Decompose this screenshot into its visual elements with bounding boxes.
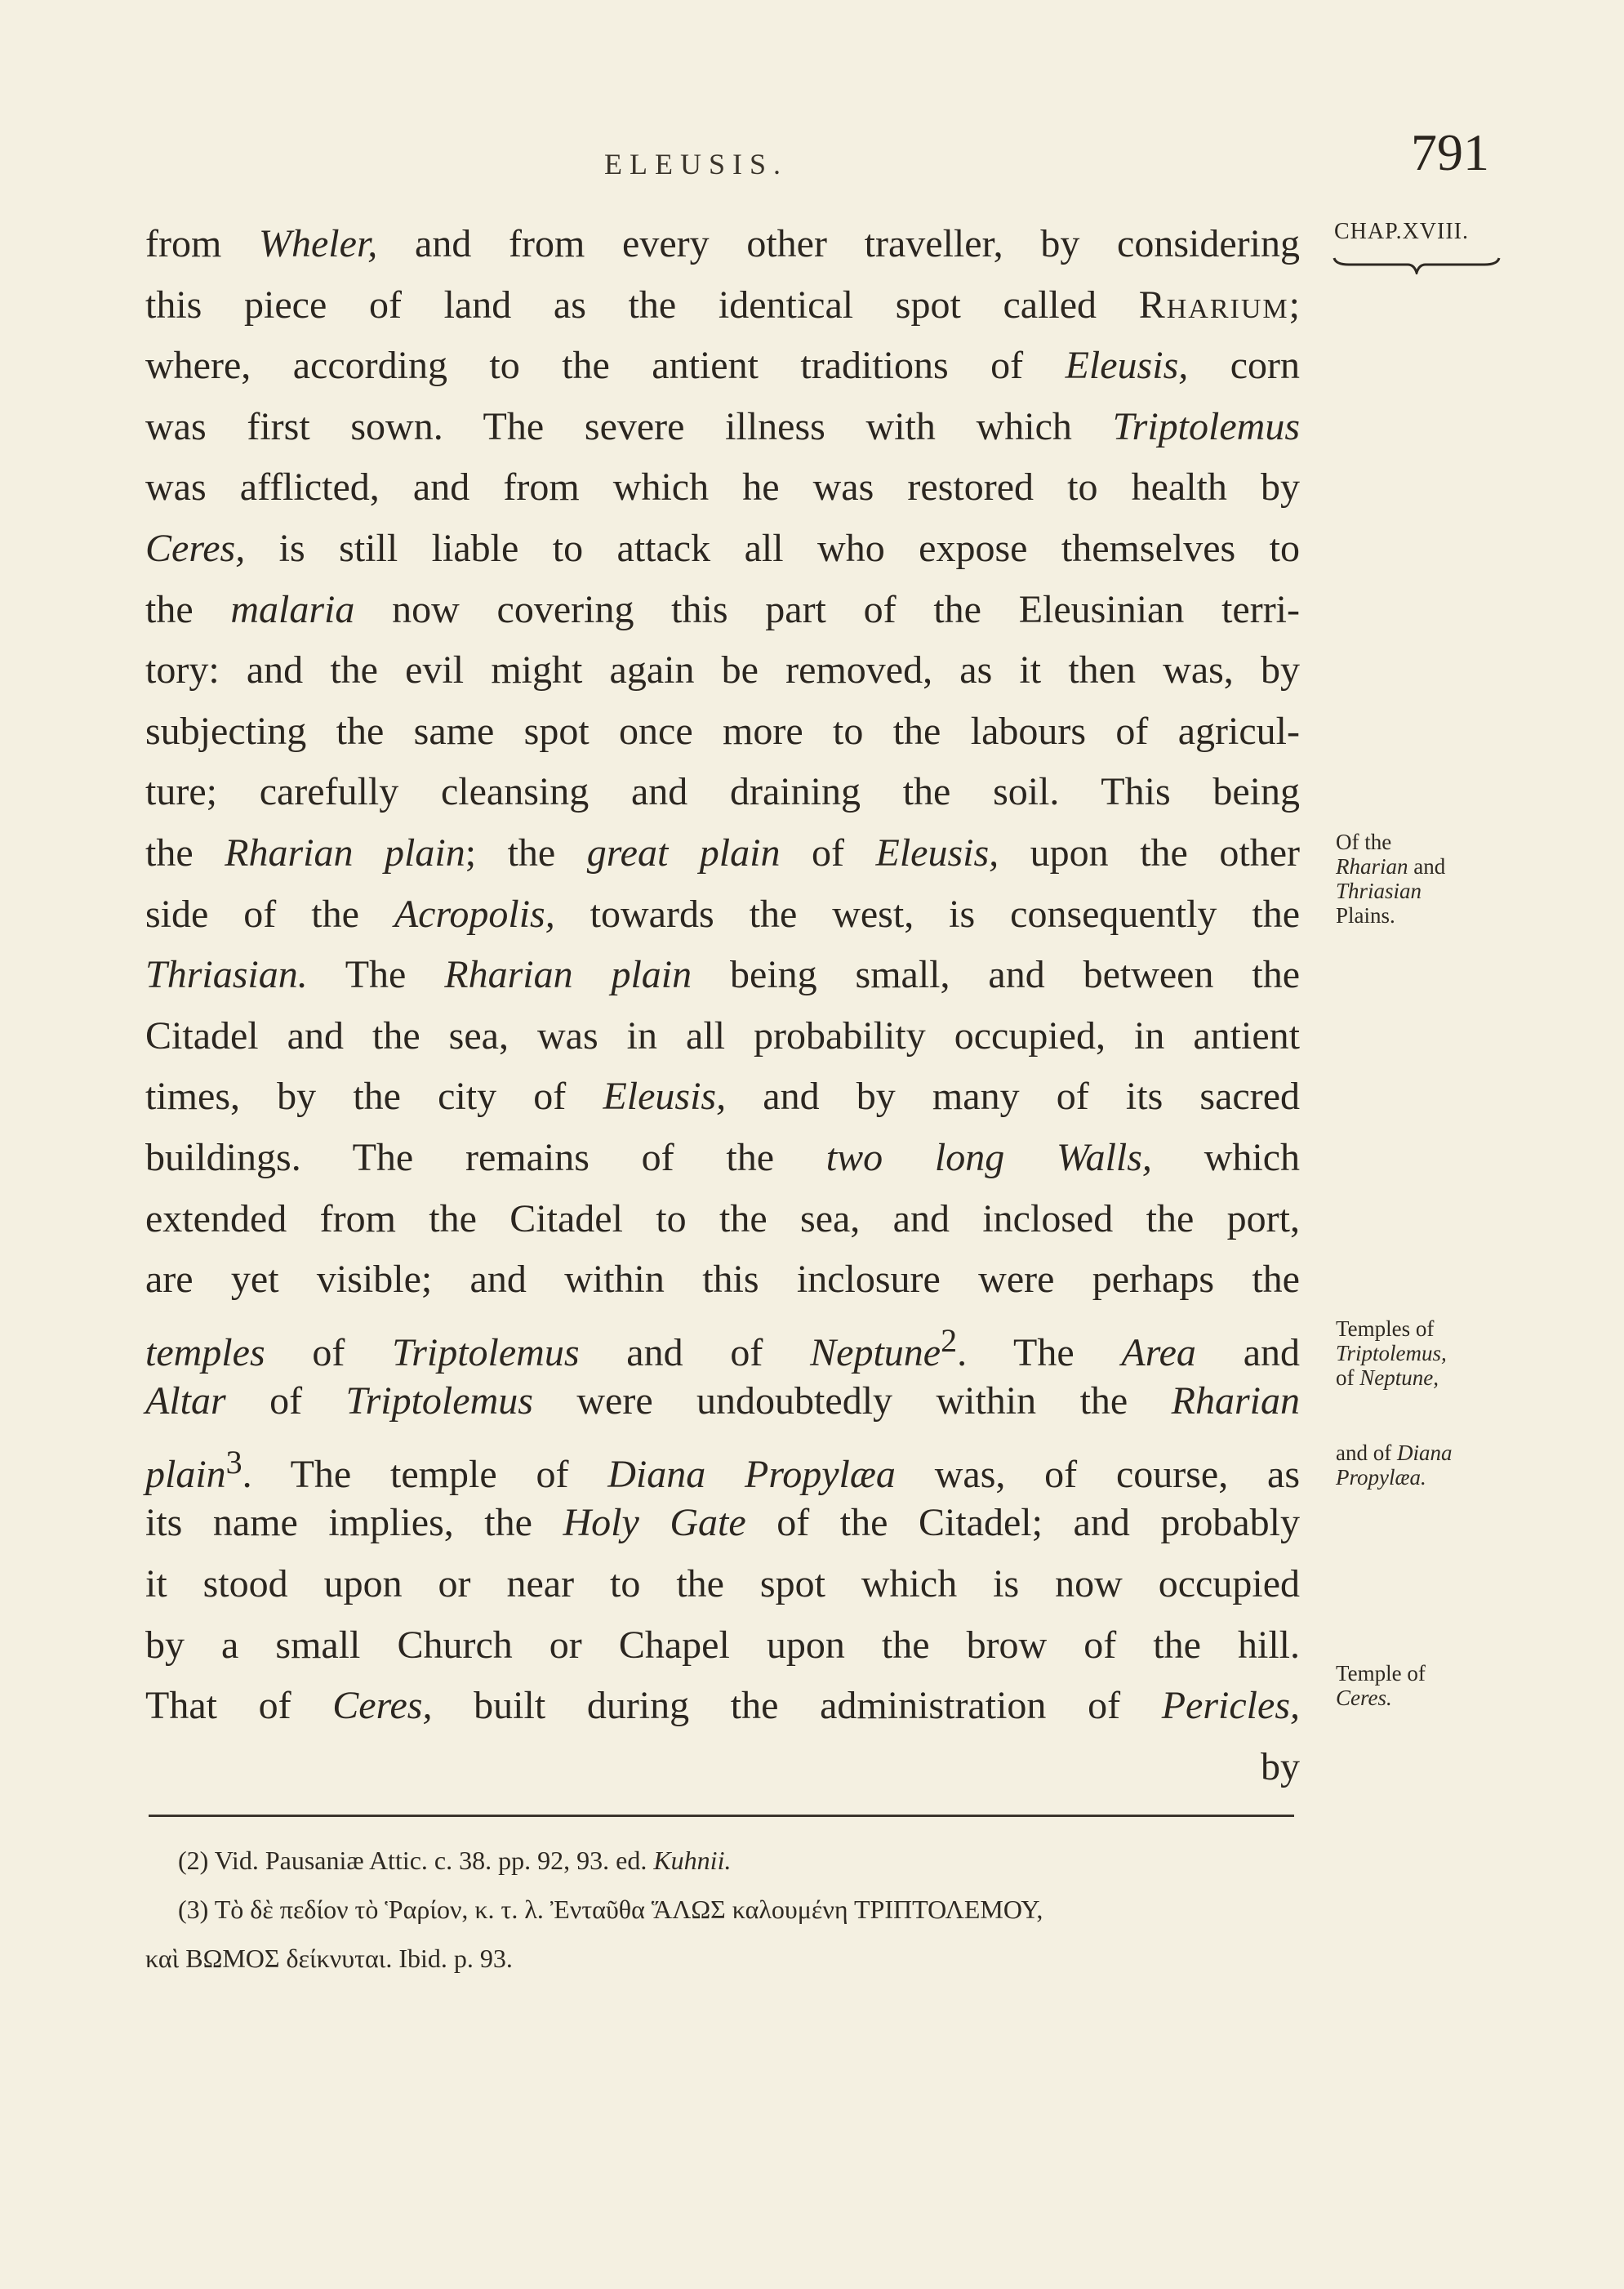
body-text: [145, 214, 1300, 1797]
text-run: built during the administration of: [432, 1684, 1162, 1728]
text-run: Citadel and the sea, was in all probability occupied, in antient: [145, 1013, 1300, 1058]
text-line: [145, 336, 1300, 397]
text-run: were undoubtedly within the: [532, 1379, 1172, 1423]
text-line: [145, 884, 1300, 946]
italic-text: Rharian: [1336, 854, 1408, 879]
line-content: [145, 1067, 1300, 1128]
text-run: are yet visible; and within this inclosure were perhaps the: [145, 1258, 1300, 1302]
line-content: [145, 701, 1300, 763]
text-run: of: [780, 831, 876, 875]
italic-text: Eleusis,: [875, 831, 999, 875]
text-run: of: [1336, 1365, 1360, 1390]
line-content: [145, 1676, 1300, 1737]
text-run: from: [145, 222, 260, 265]
text-run: side of the: [145, 892, 394, 936]
text-line: [145, 1493, 1300, 1554]
text-run: and of: [579, 1330, 811, 1374]
text-run: . The: [957, 1330, 1122, 1374]
text-run: Temple of: [1336, 1661, 1426, 1686]
line-content: [1261, 1737, 1300, 1798]
text-line: [145, 823, 1300, 884]
footnote-ref[interactable]: 2: [941, 1321, 958, 1359]
italic-text: Neptune,: [1359, 1365, 1439, 1390]
line-content: [145, 397, 1300, 458]
italic-text: Rharian plain: [225, 831, 465, 875]
italic-text: Diana: [1396, 1441, 1453, 1465]
text-run: Plains.: [1336, 903, 1395, 928]
line-content: [145, 1189, 1300, 1250]
italic-text: Wheler,: [259, 222, 378, 265]
text-line: [145, 1554, 1300, 1615]
line-content: [145, 640, 1300, 701]
italic-text: Altar: [145, 1379, 226, 1423]
line-content: [145, 1493, 1300, 1554]
text-run: was first sown. The severe illness with which: [145, 404, 1113, 448]
footnote-line: [178, 1885, 1305, 1934]
line-content: [145, 1311, 1300, 1372]
text-run: subjecting the same spot once more to the labours of agricul-: [145, 709, 1300, 753]
italic-text: plain: [145, 1452, 226, 1496]
line-content: [145, 762, 1300, 823]
text-line: [145, 1128, 1300, 1189]
italic-text: great plain: [586, 831, 781, 875]
text-run: towards the west, is consequently the: [554, 892, 1301, 936]
italic-text: Rharian: [1171, 1379, 1300, 1423]
text-run: That of: [145, 1684, 333, 1728]
text-line: [145, 945, 1300, 1006]
margin-note-ceres: [1336, 1661, 1426, 1710]
line-content: [145, 336, 1300, 397]
line-content: [145, 519, 1300, 580]
italic-text: Ceres,: [145, 526, 246, 570]
italic-text: Triptolemus: [1112, 404, 1300, 448]
text-run: and of: [1336, 1441, 1397, 1465]
margin-note-diana: [1336, 1441, 1452, 1490]
text-run: tory: and the evil might again be removed, as it then was, by: [145, 648, 1300, 692]
text-run: and by many of its sacred: [726, 1075, 1300, 1119]
chapter-brace: [1333, 255, 1501, 274]
text-run: the: [145, 831, 225, 875]
italic-text: Ceres.: [1336, 1686, 1392, 1710]
text-run: is still liable to attack all who expose themselves to: [245, 526, 1300, 570]
margin-note-temples: [1336, 1316, 1447, 1390]
text-run: corn: [1188, 344, 1300, 388]
text-run: which: [1151, 1135, 1300, 1179]
text-run: Of the: [1336, 830, 1392, 854]
italic-text: Triptolemus,: [1336, 1341, 1447, 1365]
line-content: [145, 214, 1300, 275]
italic-text: temples: [145, 1330, 265, 1374]
text-run: the: [145, 587, 231, 631]
text-line: [145, 519, 1300, 580]
line-content: [145, 1371, 1300, 1432]
text-line: [145, 580, 1300, 641]
text-run: and: [1195, 1330, 1300, 1374]
italic-text: Propylæa.: [1336, 1465, 1426, 1490]
text-run: ;: [1288, 283, 1300, 327]
line-content: [145, 823, 1300, 884]
text-run: was, of course, as: [895, 1452, 1301, 1496]
italic-text: Ceres,: [332, 1684, 433, 1728]
text-line: [145, 762, 1300, 823]
text-run: upon the other: [999, 831, 1300, 875]
text-run: (3) Τὸ δὲ πεδίον τὸ Ῥαρίον, κ. τ. λ. Ἐνταῦθα ἍΛΩΣ καλουμένη ΤΡΙΠΤΟΛΕΜΟΥ,: [178, 1895, 1043, 1924]
text-run: . The temple of: [242, 1452, 608, 1496]
line-content: [145, 1554, 1300, 1615]
text-run: of: [225, 1379, 346, 1423]
text-run: was afflicted, and from which he was restored to health by: [145, 465, 1300, 510]
italic-text: Thriasian: [1336, 879, 1422, 903]
text-run: it stood upon or near to the spot which is now occupied: [145, 1562, 1300, 1606]
text-run: of the Citadel; and probably: [745, 1501, 1301, 1545]
margin-note-plains: [1336, 830, 1445, 928]
text-run: (2) Vid. Pausaniæ Attic. c. 38. pp. 92, 93. ed.: [178, 1846, 654, 1875]
running-title: ELEUSIS.: [604, 148, 788, 180]
line-content: [145, 1249, 1300, 1311]
text-run: The: [307, 953, 445, 997]
text-line: [145, 701, 1300, 763]
text-line: [145, 1371, 1300, 1432]
text-run: ture; carefully cleansing and draining the soil. This being: [145, 770, 1300, 814]
text-run: ; the: [465, 831, 587, 875]
text-line: [145, 1249, 1300, 1311]
footnotes: [145, 1836, 1305, 1983]
line-content: [145, 580, 1300, 641]
text-run: and from every other traveller, by considering: [377, 222, 1300, 265]
footnote-line: [145, 1934, 1305, 1983]
text-run: times, by the city of: [145, 1075, 603, 1119]
text-run: Rharium: [1138, 283, 1289, 327]
chapter-heading: CHAP.XVIII.: [1334, 219, 1469, 244]
text-line: [145, 275, 1300, 336]
line-content: [145, 1006, 1300, 1067]
text-run: Temples of: [1336, 1316, 1435, 1341]
text-run: and: [1408, 854, 1446, 879]
text-run: καὶ ΒΩΜΟΣ δείκνυται. Ibid. p. 93.: [145, 1944, 513, 1973]
line-content: [145, 275, 1300, 336]
text-run: by a small Church or Chapel upon the brow of the hill.: [145, 1623, 1300, 1667]
text-line: [145, 457, 1300, 519]
text-line: [145, 1006, 1300, 1067]
italic-text: two long Walls,: [825, 1135, 1152, 1179]
italic-text: Pericles,: [1161, 1684, 1300, 1728]
text-line: [145, 1432, 1300, 1494]
text-run: by: [1261, 1744, 1300, 1788]
text-run: buildings. The remains of the: [145, 1135, 826, 1179]
text-line: [145, 1311, 1300, 1372]
text-line: [145, 397, 1300, 458]
line-content: [145, 1432, 1300, 1494]
text-run: this piece of land as the identical spot called: [145, 283, 1139, 327]
italic-text: Eleusis,: [603, 1075, 727, 1119]
italic-text: Thriasian.: [145, 953, 308, 997]
line-content: [145, 457, 1300, 519]
line-content: [145, 945, 1300, 1006]
text-run: being small, and between the: [692, 953, 1300, 997]
italic-text: Eleusis,: [1065, 344, 1189, 388]
footnote-rule: [149, 1815, 1294, 1817]
line-content: [145, 1615, 1300, 1677]
text-line: [145, 1189, 1300, 1250]
footnote-ref[interactable]: 3: [225, 1443, 242, 1481]
text-run: its name implies, the: [145, 1501, 563, 1545]
footnote-line: [178, 1836, 1305, 1885]
text-run: of: [265, 1330, 393, 1374]
text-line: [145, 1737, 1300, 1798]
text-line: [145, 1067, 1300, 1128]
text-run: extended from the Citadel to the sea, and inclosed the port,: [145, 1196, 1300, 1240]
text-line: [145, 1615, 1300, 1677]
italic-text: Acropolis,: [394, 892, 555, 936]
italic-text: Area: [1121, 1330, 1196, 1374]
text-line: [145, 1676, 1300, 1737]
text-run: now covering this part of the Eleusinian terri-: [354, 587, 1300, 631]
italic-text: Kuhnii.: [653, 1846, 732, 1875]
text-run: where, according to the antient traditions of: [145, 344, 1066, 388]
italic-text: malaria: [230, 587, 355, 631]
page-number: 791: [1411, 123, 1489, 181]
italic-text: Rharian plain: [444, 953, 692, 997]
text-line: [145, 214, 1300, 275]
italic-text: Triptolemus: [392, 1330, 580, 1374]
line-content: [145, 884, 1300, 946]
text-line: [145, 640, 1300, 701]
italic-text: Diana Propylæa: [607, 1452, 896, 1496]
italic-text: Holy Gate: [563, 1501, 746, 1545]
italic-text: Triptolemus: [345, 1379, 533, 1423]
italic-text: Neptune: [810, 1330, 941, 1374]
line-content: [145, 1128, 1300, 1189]
